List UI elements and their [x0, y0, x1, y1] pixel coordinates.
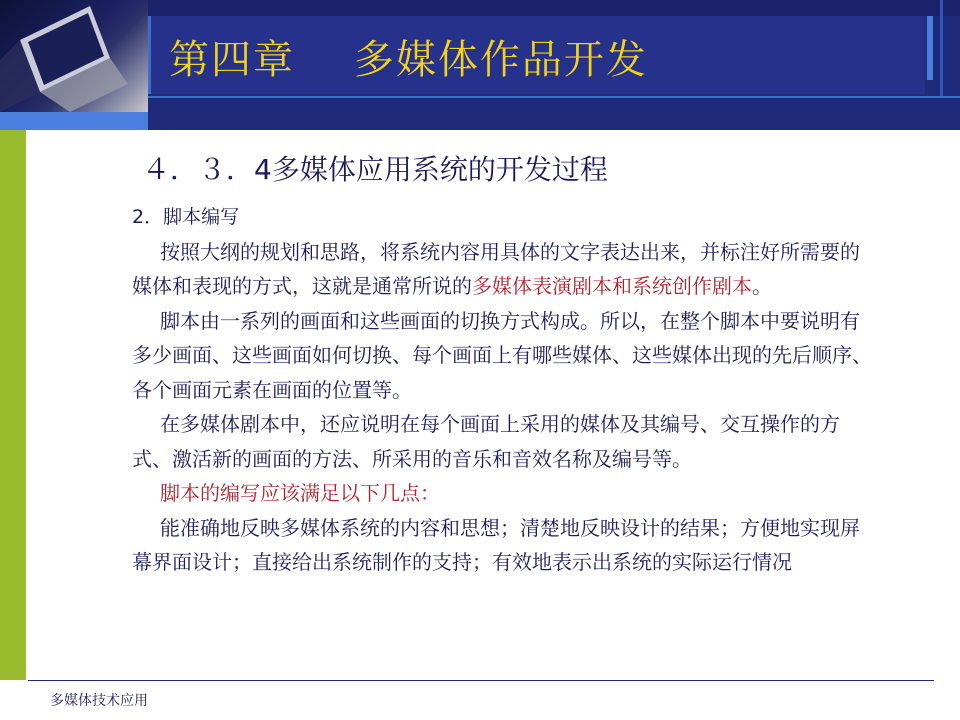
- blue-accent-bar: [0, 112, 148, 130]
- requirements-heading: 脚本的编写应该满足以下几点：: [160, 481, 440, 505]
- right-accent-line: [940, 0, 943, 96]
- paragraph-5: 能准确地反映多媒体系统的内容和思想；清楚地反映设计的结果；方便地实现屏幕界面设计；直接给出系统制作的支持；有效地表示出系统的实际运行情况: [132, 515, 860, 574]
- sub-heading: 2．脚本编写: [132, 206, 240, 228]
- paragraph-2: 脚本由一系列的画面和这些画面的切换方式构成。所以，在整个脚本中要说明有多少画面、这些画面如何切换、每个画面上有哪些媒体、这些媒体出现的先后顺序、各个画面元素在画面的位置等。: [132, 308, 872, 402]
- highlight-text: 多媒体表演剧本和系统创作剧本: [472, 274, 752, 298]
- monitor-image: [0, 0, 148, 112]
- paragraph-3: 在多媒体剧本中，还应说明在每个画面上采用的媒体及其编号、交互操作的方式、激活新的画面的方法、所采用的音乐和音效名称及编号等。: [132, 412, 840, 471]
- title-panel: [148, 16, 925, 94]
- header-rule: [148, 96, 960, 98]
- footer-text: 多媒体技术应用: [50, 693, 148, 709]
- section-heading: ４．３．4多媒体应用系统的开发过程: [142, 153, 608, 186]
- page-title: 第四章 多媒体作品开发: [169, 37, 648, 83]
- paragraph-1: [132, 235, 872, 304]
- footer-rule: [28, 680, 934, 681]
- paragraph-1-text: 按照大纲的规划和思路，将系统内容用具体的文字表达出来，并标注好所需要的媒体和表现的方式，这就是通常所说的: [132, 239, 860, 298]
- right-accent-stripe: [927, 16, 933, 80]
- green-side-bar: [0, 130, 26, 680]
- content-body: [132, 200, 872, 580]
- paragraph-1-end: 。: [752, 274, 772, 298]
- header-top-line: [148, 0, 960, 16]
